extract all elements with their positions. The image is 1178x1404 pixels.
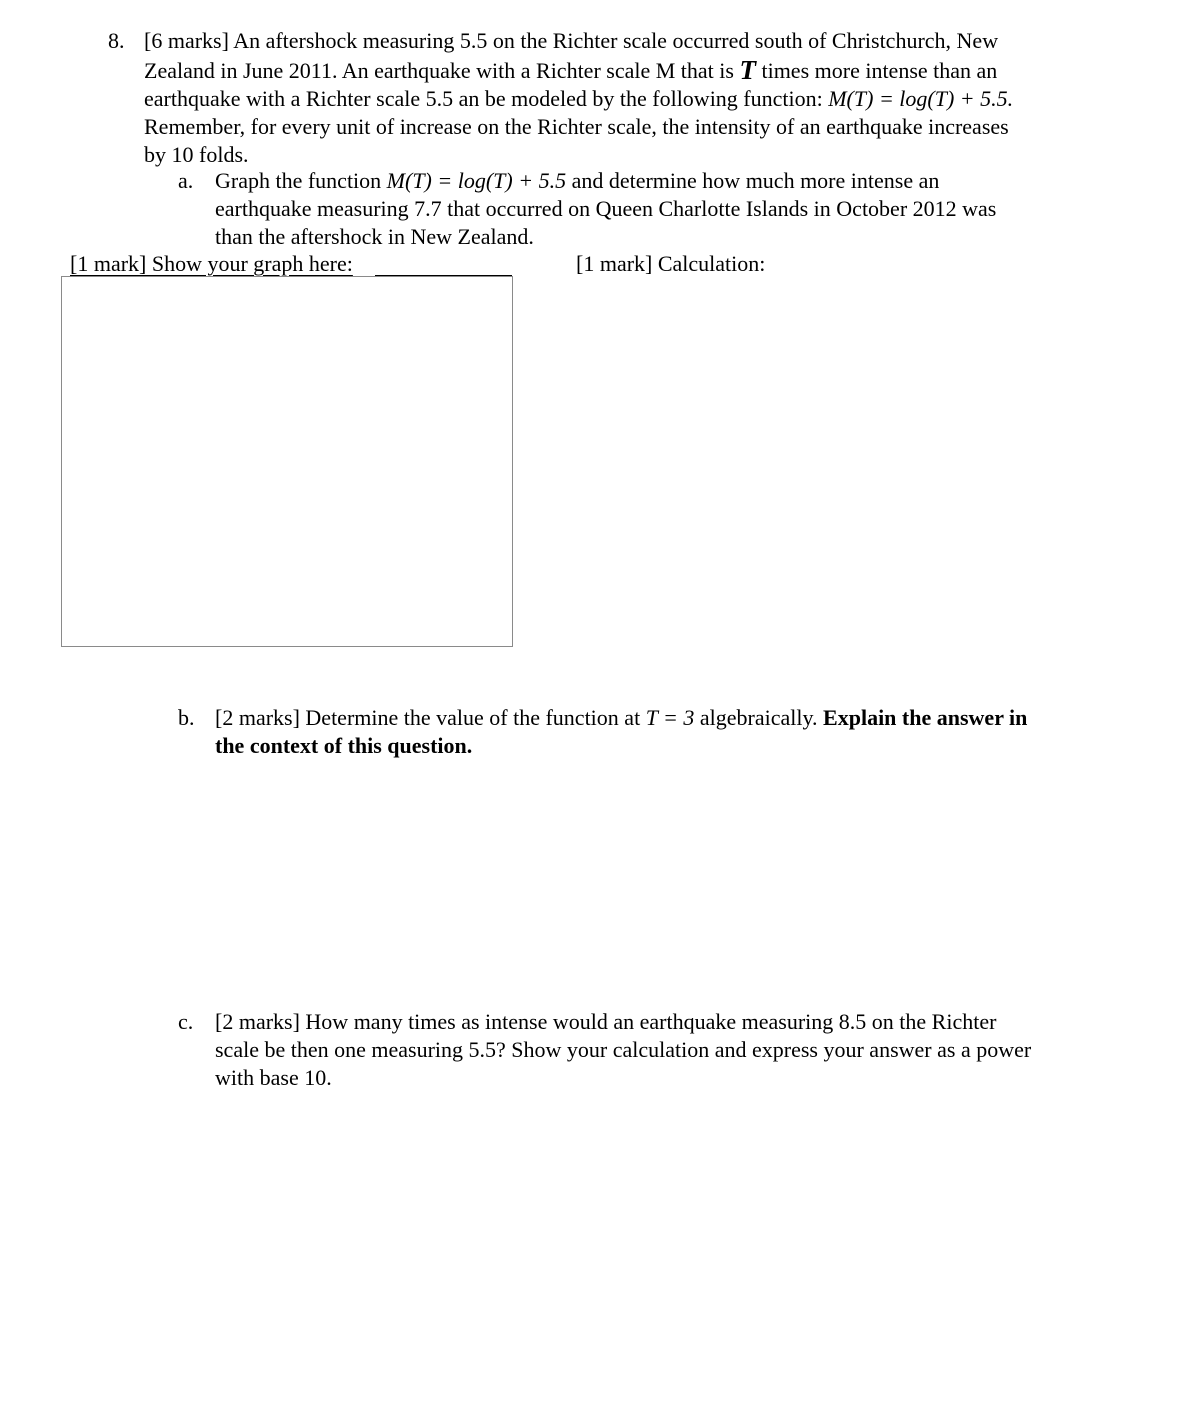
part-b-text [215,704,1135,760]
stem-line-4: Remember, for every unit of increase on the Richter scale, the intensity of an earthquake increases [144,114,1009,139]
part-c-text [215,1008,1135,1092]
part-b-pre: [2 marks] Determine the value of the function at [215,705,641,730]
part-a-line-3: than the aftershock in New Zealand. [215,224,534,249]
part-c-line-2: scale be then one measuring 5.5? Show your calculation and express your answer as a power [215,1037,1032,1062]
part-c-line-1: [2 marks] How many times as intense would an earthquake measuring 8.5 on the Richter [215,1009,997,1034]
question-stem [144,27,1104,169]
stem-line-3-text: earthquake with a Richter scale 5.5 an be modeled by the following function: [144,86,823,111]
part-b-bold-2: the context of this question. [215,733,473,758]
part-b-line-2 [215,732,1135,760]
graph-answer-box[interactable] [61,276,513,647]
part-b-line-1 [215,704,1135,732]
stem-formula: M(T) = log(T) + 5.5. [828,86,1014,111]
part-c-line-3: with base 10. [215,1065,332,1090]
graph-prompt: [1 mark] Show your graph here: [70,251,353,276]
part-a-line-1 [215,167,1115,195]
stem-line-3 [144,85,1104,113]
stem-line-2-text: Zealand in June 2011. An earthquake with a Richter scale M that is [144,58,734,83]
variable-T: T [739,55,756,85]
part-a-line-1-pre: Graph the function [215,168,382,193]
part-b-expression: T = 3 [645,705,695,730]
part-c-label: c. [178,1009,194,1034]
part-a-line-1-post: and determine how much more intense an [571,168,940,193]
stem-line-1: [6 marks] An aftershock measuring 5.5 on the Richter scale occurred south of Christchurch, New [144,28,999,53]
part-b-post: algebraically. [699,705,818,730]
stem-line-2-tail: times more intense than an [761,58,998,83]
part-a-text [215,167,1115,251]
stem-line-5: by 10 folds. [144,142,249,167]
part-a-formula: M(T) = log(T) + 5.5 [386,168,567,193]
stem-line-2 [144,55,1104,85]
part-b-bold-1: Explain the answer in [823,705,1028,730]
part-b-label: b. [178,705,195,730]
question-number: 8. [108,28,125,53]
part-a-label: a. [178,168,194,193]
calculation-prompt: [1 mark] Calculation: [576,251,766,276]
part-a-line-2: earthquake measuring 7.7 that occurred on Queen Charlotte Islands in October 2012 was [215,196,997,221]
